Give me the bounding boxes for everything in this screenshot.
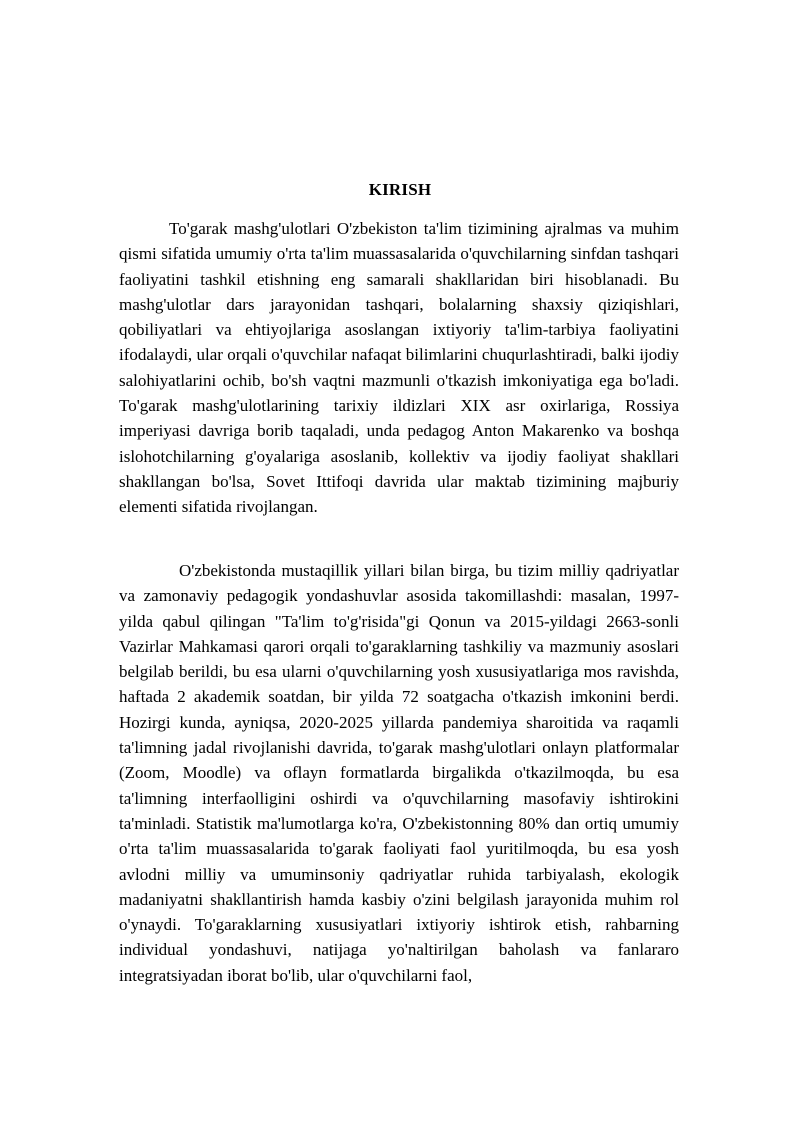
section-title: KIRISH	[368, 180, 432, 199]
paragraph-2: O'zbekistonda mustaqillik yillari bilan birga, bu tizim milliy qadriyatlar va zamonaviy pedagogik yondashuvlar asosida takomillashdi: masalan, 1997-yilda qabul qilingan "Ta'lim to'g'risida"gi Qonun va 2015-yildagi 2663-sonli Vazirlar Mahkamasi qarori orqali to'garaklarning tashkiliy va mazmuniy asoslari belgilab berildi, bu esa ularni o'quvchilarning yosh xususiyatlariga mos ravishda, haftada 2 akademik soatdan, bir yilda 72 soatgacha o'tkazish imkonini berdi. Hozirgi kunda, ayniqsa, 2020-2025 yillarda pandemiya sharoitida va raqamli ta'limning jadal rivojlanishi davrida, to'garak mashg'ulotlari onlayn platformalar (Zoom, Moodle) va oflayn formatlarda birgalikda o'tkazilmoqda, bu esa ta'limning interfaolligini oshirdi va o'quvchilarning masofaviy ishtirokini ta'minladi. Statistik ma'lumotlarga ko'ra, O'zbekistonning 80% dan ortiq umumiy o'rta ta'lim muassasalarida to'garak faoliyati faol yuritilmoqda, bu esa yosh avlodni milliy va umuminsoniy qadriyatlar ruhida tarbiyalash, ekologik madaniyatni shakllantirish hamda kasbiy o'zini belgilash jarayonida muhim rol o'ynaydi. To'garaklarning xususiyatlari ixtiyoriy ishtirok etish, rahbarning individual yondashuvi, natijaga yo'naltirilgan baholash va fanlararo integratsiyadan iborat bo'lib, ular o'quvchilarni faol,	[119, 561, 679, 985]
paragraph-1: To'garak mashg'ulotlari O'zbekiston ta'lim tizimining ajralmas va muhim qismi sifatida umumiy o'rta ta'lim muassasalarida o'quvchilarning sinfdan tashqari faoliyatini tashkil etishning eng samarali shakllaridan biri hisoblanadi. Bu mashg'ulotlar dars jarayonidan tashqari, bolalarning shaxsiy qiziqishlari, qobiliyatlari va ehtiyojlariga asoslangan ixtiyoriy ta'lim-tarbiya faoliyatini ifodalaydi, ular orqali o'quvchilar nafaqat bilimlarini chuqurlashtiradi, balki ijodiy salohiyatlarini ochib, bo'sh vaqtni mazmunli o'tkazish imkoniyatiga ega bo'ladi. To'garak mashg'ulotlarining tarixiy ildizlari XIX asr oxirlariga, Rossiya imperiyasi davriga borib taqaladi, unda pedagog Anton Makarenko va boshqa islohotchilarning g'oyalariga asoslanib, kollektiv va ijodiy faoliyat shakllari shakllangan bo'lsa, Sovet Ittifoqi davrida ular maktab tizimining majburiy elementi sifatida rivojlangan.	[119, 219, 679, 517]
